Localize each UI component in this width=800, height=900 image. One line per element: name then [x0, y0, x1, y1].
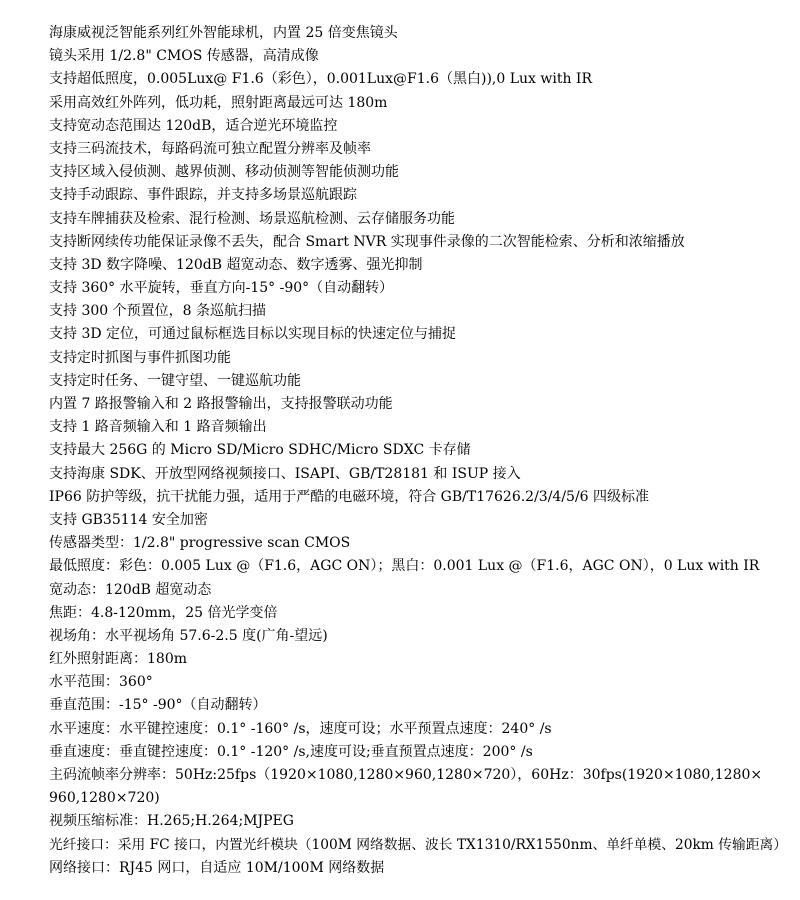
spec-line: 光纤接口：采用 FC 接口，内置光纤模块（100M 网络数据、波长 TX1310/RX1550nm、单纤单模、20km 传输距离） [49, 836, 787, 853]
spec-line: 主码流帧率分辨率：50Hz:25fps（1920×1080,1280×960,1280×720），60Hz：30fps(1920×1080,1280× [49, 767, 763, 783]
spec-line: 支持区域入侵侦测、越界侦测、移动侦测等智能侦测功能 [49, 164, 399, 181]
spec-line: 支持宽动态范围达 120dB，适合逆光环境监控 [49, 117, 338, 134]
spec-line: 支持最大 256G 的 Micro SD/Micro SDHC/Micro SDXC 卡存储 [49, 442, 471, 459]
spec-line: 垂直范围：-15° -90°（自动翻转） [49, 697, 267, 714]
spec-line: 支持定时抓图与事件抓图功能 [49, 349, 231, 366]
spec-line: 镜头采用 1/2.8" CMOS 传感器，高清成像 [49, 48, 319, 65]
spec-line: 水平速度：水平键控速度：0.1° -160° /s，速度可设；水平预置点速度：240° /s [49, 720, 552, 737]
spec-line: 支持断网续传功能保证录像不丢失，配合 Smart NVR 实现事件录像的二次智能检索、分析和浓缩播放 [49, 233, 685, 250]
spec-line: 支持手动跟踪、事件跟踪，并支持多场景巡航跟踪 [49, 187, 357, 204]
spec-line: 网络接口：RJ45 网口，自适应 10M/100M 网络数据 [49, 859, 385, 876]
spec-line: 红外照射距离：180m [49, 651, 187, 668]
spec-line: 最低照度：彩色：0.005 Lux @（F1.6，AGC ON）；黑白：0.001 Lux @（F1.6，AGC ON），0 Lux with IR [49, 558, 760, 575]
spec-line: IP66 防护等级，抗干扰能力强，适用于严酷的电磁环境，符合 GB/T17626.2/3/4/5/6 四级标准 [49, 488, 650, 505]
spec-document [49, 22, 789, 880]
spec-line: 960,1280×720) [49, 790, 160, 807]
spec-line: 采用高效红外阵列，低功耗，照射距离最远可达 180m [49, 94, 388, 111]
spec-line: 视频压缩标准：H.265;H.264;MJPEG [49, 813, 294, 830]
spec-line: 水平范围：360° [49, 674, 153, 691]
spec-line: 支持 3D 数字降噪、120dB 超宽动态、数字透雾、强光抑制 [49, 256, 423, 273]
spec-line: 支持车牌捕获及检索、混行检测、场景巡航检测、云存储服务功能 [49, 210, 455, 227]
spec-line: 支持超低照度，0.005Lux@ F1.6（彩色），0.001Lux@F1.6（黑白)),0 Lux with IR [49, 71, 592, 88]
spec-line: 支持 GB35114 安全加密 [49, 511, 208, 528]
spec-line: 支持定时任务、一键守望、一键巡航功能 [49, 372, 301, 389]
spec-line: 支持海康 SDK、开放型网络视频接口、ISAPI、GB/T28181 和 ISUP 接入 [49, 465, 521, 482]
spec-line: 垂直速度：垂直键控速度：0.1° -120° /s,速度可设;垂直预置点速度：200° /s [49, 743, 533, 760]
spec-line: 支持 360° 水平旋转，垂直方向-15° -90°（自动翻转） [49, 280, 394, 297]
spec-line: 视场角：水平视场角 57.6-2.5 度(广角-望远) [49, 627, 328, 644]
spec-line: 支持 3D 定位，可通过鼠标框选目标以实现目标的快速定位与捕捉 [49, 326, 457, 343]
spec-line: 内置 7 路报警输入和 2 路报警输出，支持报警联动功能 [49, 396, 393, 412]
spec-line: 支持三码流技术，每路码流可独立配置分辨率及帧率 [49, 140, 371, 157]
spec-line: 海康威视泛智能系列红外智能球机，内置 25 倍变焦镜头 [49, 25, 398, 41]
spec-line: 宽动态：120dB 超宽动态 [49, 581, 212, 598]
spec-line: 焦距：4.8-120mm，25 倍光学变倍 [49, 604, 278, 621]
spec-line: 支持 300 个预置位，8 条巡航扫描 [49, 303, 266, 320]
spec-line: 传感器类型：1/2.8" progressive scan CMOS [49, 535, 351, 552]
spec-line: 支持 1 路音频输入和 1 路音频输出 [49, 419, 267, 436]
